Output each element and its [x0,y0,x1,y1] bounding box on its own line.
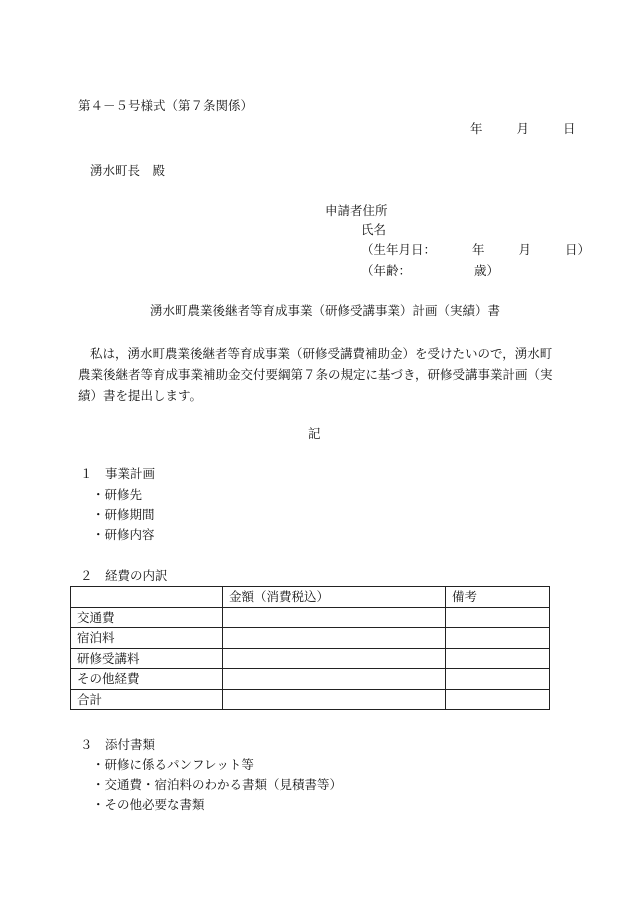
birth-month-label: 月 [518,242,531,257]
table-row [71,628,550,649]
table-row [71,607,550,628]
table-cell [223,628,446,649]
section3-item: ・交通費・宿泊料のわかる書類（見積書等） [92,777,343,792]
birthdate-label: （生年月日： [361,242,437,257]
applicant-name-label: 氏名 [361,222,387,237]
document-title: 湧水町農業後継者等育成事業（研修受講事業）計画（実績）書 [150,303,501,318]
section2-heading: ２ 経費の内訳 [80,568,168,583]
table-row [71,669,550,690]
table-cell: 交通費 [71,607,223,628]
birth-day-label: 日） [564,242,590,257]
date-month-label: 月 [516,121,529,136]
section1-item: ・研修期間 [92,507,155,522]
cost-breakdown-table [70,586,550,710]
section1-heading: １ 事業計画 [80,466,156,481]
age-label: （年齢： [361,263,412,278]
table-cell [223,607,446,628]
table-cell: 研修受講料 [71,648,223,669]
form-number: 第４－５号様式（第７条関係） [78,98,254,113]
applicant-birthdate [361,242,590,257]
table-cell: その他経費 [71,669,223,690]
table-cell [446,689,550,710]
section3-item: ・その他必要な書類 [92,797,205,812]
body-paragraph: 私は，湧水町農業後継者等育成事業（研修受講費補助金）を受けたいので，湧水町農業後継者等育成事業補助金交付要綱第７条の規定に基づき，研修受講事業計画（実績）書を提出します。 [78,346,553,403]
table-cell [223,669,446,690]
section3-item: ・研修に係るパンフレット等 [92,757,254,772]
table-cell [446,648,550,669]
date-line [470,121,575,136]
age-unit-label: 歳） [473,263,499,278]
applicant-age [361,263,499,278]
section1-item: ・研修先 [92,487,143,502]
applicant-address-label: 申請者住所 [325,203,388,218]
table-cell: 合計 [71,689,223,710]
table-cell [223,648,446,669]
table-cell [223,689,446,710]
date-day-label: 日 [562,121,576,136]
table-row [71,689,550,710]
section1-item: ・研修内容 [92,527,155,542]
section3-heading: ３ 添付書類 [80,737,156,752]
ki-heading: 記 [308,426,321,441]
birth-year-label: 年 [471,242,485,257]
table-cell [446,607,550,628]
table-header-cell: 金額（消費税込） [223,587,446,608]
table-header-row [71,587,550,608]
table-header-cell: 備考 [446,587,550,608]
addressee: 湧水町長 殿 [90,163,166,178]
table-header-cell [71,587,223,608]
table-cell: 宿泊料 [71,628,223,649]
date-year-label: 年 [470,121,483,136]
table-row [71,648,550,669]
table-cell [446,628,550,649]
table-cell [446,669,550,690]
